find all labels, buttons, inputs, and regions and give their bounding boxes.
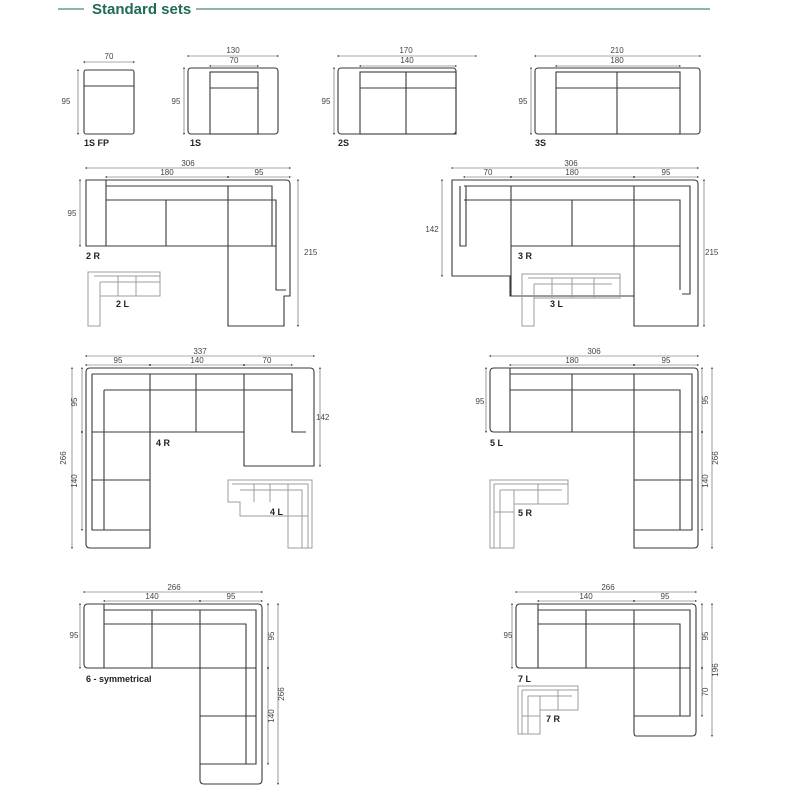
seat-outline [360,72,456,134]
set-1s-fp [62,52,134,148]
backrest-edge [510,390,680,530]
total-height-dim: 215 [304,248,318,257]
right-height-dim: 142 [316,413,330,422]
set-label: 6 - symmetrical [86,674,152,684]
total-width-dim: 306 [564,159,578,168]
total-width-dim: 266 [167,583,181,592]
set-6-symmetrical [70,583,286,784]
total-width-dim: 306 [587,347,601,356]
backrest-inner [106,186,272,246]
width-c-dim: 95 [661,168,671,177]
backrest-edge [104,624,246,764]
width-a-dim: 180 [565,356,579,365]
sofa-outline [188,68,278,134]
width-b-dim: 180 [565,168,579,177]
height-dim: 95 [61,97,71,106]
width-a-dim: 180 [160,168,174,177]
backrest-inner [92,374,306,432]
outer-width-dim: 210 [610,46,624,55]
total-height-dim: 266 [277,687,286,701]
mirror-label: 3 L [550,299,564,309]
height-dim: 95 [518,97,528,106]
set-label: 1S [190,138,202,148]
width-a-dim: 95 [113,356,123,365]
set-1s [172,46,278,148]
width-a-dim: 70 [483,168,493,177]
sofa-outline [84,604,262,784]
left-arm [92,374,150,530]
backrest-edge [104,390,292,530]
set-label: 4 R [156,438,171,448]
set-label: 5 L [490,438,504,448]
mirror-label: 7 R [546,714,561,724]
width-b-dim: 95 [254,168,264,177]
backrest-inner [510,374,692,530]
mirror-thumbnail [522,274,620,326]
height-dim: 95 [171,97,181,106]
width-c-dim: 70 [262,356,272,365]
top-height-dim: 95 [70,397,79,407]
right2-height-dim: 70 [701,687,710,697]
total-width-dim: 337 [193,347,207,356]
backrest-edge [538,624,680,716]
header [58,1,710,18]
width-b-dim: 140 [190,356,204,365]
left-arm [460,186,466,246]
height-dim: 95 [67,209,77,218]
width-a-dim: 140 [145,592,159,601]
set-3-r [425,159,719,326]
right2-height-dim: 140 [701,474,710,488]
right1-height-dim: 95 [701,631,710,641]
height-dim: 95 [321,97,331,106]
set-3s [519,46,700,148]
mirror-label: 2 L [116,299,130,309]
right2-height-dim: 140 [267,709,276,723]
set-2-r [68,159,318,326]
inner-width-dim: 70 [229,56,239,65]
right1-height-dim: 95 [267,631,276,641]
set-label: 2 R [86,251,101,261]
total-height-dim: 215 [705,248,719,257]
total-height-dim: 266 [59,451,68,465]
left-height-dim: 95 [69,631,79,640]
set-2s [322,46,476,148]
page-title: Standard sets [92,1,192,18]
mirror-label: 4 L [270,507,284,517]
sofa-outline [84,70,134,134]
total-height-dim: 196 [711,663,720,677]
total-width-dim: 306 [181,159,195,168]
left-height-dim: 95 [475,397,485,406]
mirror-thumbnail-detail [528,278,620,326]
mirror-thumbnail-detail [522,690,578,734]
width-b-dim: 95 [661,356,671,365]
set-label: 3S [535,138,547,148]
total-width-dim: 266 [601,583,615,592]
sofa-outline [490,368,698,548]
width-b-dim: 95 [226,592,236,601]
backrest-inner [538,610,690,716]
inner-width-dim: 180 [610,56,624,65]
backrest-inner [104,610,256,764]
set-label: 3 R [518,251,533,261]
mirror-thumbnail [518,686,578,734]
sofa-outline [452,180,698,326]
inner-width-dim: 140 [400,56,414,65]
set-label: 2S [338,138,350,148]
lower-height-dim: 140 [70,474,79,488]
set-4-r [59,347,330,548]
set-5-l [476,347,720,548]
total-height-dim: 266 [711,451,720,465]
outer-width-dim: 130 [226,46,240,55]
mirror-label: 5 R [518,508,533,518]
seat-outline [210,72,258,134]
width-dim: 70 [104,52,114,61]
outer-width-dim: 170 [399,46,413,55]
seat-outline [556,72,680,134]
left-height-dim: 142 [425,225,439,234]
set-label: 1S FP [84,138,110,148]
set-label: 7 L [518,674,532,684]
width-b-dim: 95 [660,592,670,601]
right1-height-dim: 95 [701,395,710,405]
set-7-l [504,583,720,736]
width-a-dim: 140 [579,592,593,601]
sofa-outline [86,368,314,548]
sofa-outline [338,68,456,134]
left-height-dim: 95 [503,631,513,640]
